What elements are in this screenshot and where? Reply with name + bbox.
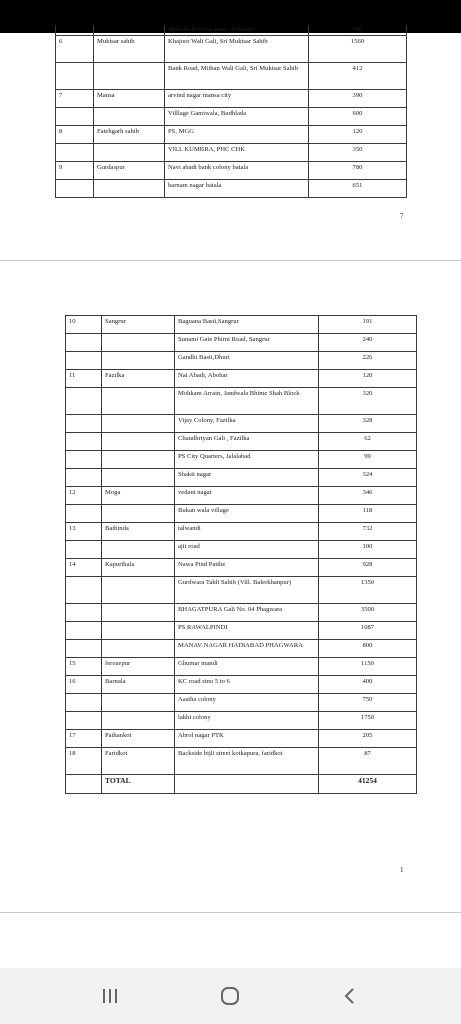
count-cell: 99 (319, 451, 417, 469)
district-cell: Fatehgarh sahib (94, 126, 165, 144)
count-cell: 62 (319, 433, 417, 451)
total-value-cell: 41254 (319, 775, 417, 794)
row-number-cell (66, 622, 102, 640)
count-cell: 600 (309, 108, 407, 126)
area-cell: Chaudhriyan Gali , Fazilka (175, 433, 319, 451)
row-number-cell (66, 577, 102, 604)
count-cell: 3500 (319, 604, 417, 622)
count-cell: 324 (319, 469, 417, 487)
area-cell: Nawa Pind Patthe (175, 559, 319, 577)
count-cell: 120 (319, 370, 417, 388)
row-number-cell (66, 541, 102, 559)
row-number-cell: 12 (66, 487, 102, 505)
district-cell: ferozepur (102, 658, 175, 676)
count-cell: 1087 (319, 622, 417, 640)
district-cell (102, 352, 175, 370)
count-cell: 928 (319, 559, 417, 577)
count-cell: 350 (309, 144, 407, 162)
district-cell (94, 63, 165, 90)
back-icon (340, 986, 360, 1006)
row-number-cell: 18 (66, 748, 102, 775)
district-cell (102, 577, 175, 604)
home-button[interactable] (210, 982, 250, 1010)
district-cell (94, 25, 165, 36)
row-number-cell (66, 640, 102, 658)
district-cell: Mansa (94, 90, 165, 108)
table-row (66, 676, 417, 694)
table-row (66, 505, 417, 523)
row-number-cell (66, 604, 102, 622)
district-cell: Fazilka (102, 370, 175, 388)
table-row (66, 487, 417, 505)
table-row (66, 541, 417, 559)
count-cell: 191 (319, 316, 417, 334)
table-row (66, 604, 417, 622)
table-row (66, 640, 417, 658)
table-row (66, 748, 417, 775)
table-row (56, 144, 407, 162)
district-cell: Muktsar sahib (94, 36, 165, 63)
table-row (66, 334, 417, 352)
row-number-cell: 17 (66, 730, 102, 748)
district-cell: Gurdaspur (94, 162, 165, 180)
area-cell: Villlage Gamiwala, Budhlada (165, 108, 309, 126)
row-number-cell (66, 388, 102, 415)
row-number-cell (66, 415, 102, 433)
area-cell: ajit road (175, 541, 319, 559)
area-cell: Navi abadi bank colony batala (165, 162, 309, 180)
count-cell: 328 (319, 415, 417, 433)
district-cell: Moga (102, 487, 175, 505)
row-number-cell: 6 (56, 36, 94, 63)
empty-cell (66, 775, 102, 794)
district-cell: Pathankot (102, 730, 175, 748)
district-cell (102, 505, 175, 523)
empty-cell (175, 775, 319, 794)
total-row (66, 775, 417, 794)
area-cell: BHAGATPURA Gali No. 04 Phagwara (175, 604, 319, 622)
row-number-cell (66, 334, 102, 352)
table-row (66, 730, 417, 748)
area-cell: Ghumar mandi (175, 658, 319, 676)
table-row (66, 433, 417, 451)
count-cell: 205 (319, 730, 417, 748)
count-cell: 651 (309, 180, 407, 198)
district-cell (102, 622, 175, 640)
table-row (66, 451, 417, 469)
district-cell (102, 388, 175, 415)
area-cell: Sunami Gate Phirni Road, Sangrur (175, 334, 319, 352)
row-number-cell: 15 (66, 658, 102, 676)
table-row (66, 469, 417, 487)
count-cell: 240 (319, 334, 417, 352)
row-number-cell: 9 (56, 162, 94, 180)
count-cell: 700 (309, 25, 407, 36)
area-cell: Bukan wala village (175, 505, 319, 523)
table-row (56, 36, 407, 63)
area-cell: Aastha colony (175, 694, 319, 712)
area-cell: Khajoor Wali Gali, Sri Muktsar Sahib (165, 36, 309, 63)
district-cell (102, 334, 175, 352)
district-cell (102, 694, 175, 712)
area-cell: Gurdwara Tahli Sahib (Vill. Balerkhanpur) (175, 577, 319, 604)
count-cell: 346 (319, 487, 417, 505)
count-cell: 1350 (319, 577, 417, 604)
count-cell: 87 (319, 748, 417, 775)
table-row (56, 180, 407, 198)
recents-icon (100, 986, 120, 1006)
row-number-cell: 11 (66, 370, 102, 388)
district-cell (102, 451, 175, 469)
no-cell (56, 25, 94, 36)
table-page-7 (55, 25, 407, 198)
count-cell: 1150 (319, 658, 417, 676)
table-row (56, 126, 407, 144)
area-cell: Gandhi Basti,Dhuri (175, 352, 319, 370)
area-cell: Mohalla Ravidas pura , Nakodar (165, 25, 309, 36)
district-cell: Sangrur (102, 316, 175, 334)
district-cell (94, 144, 165, 162)
district-cell (102, 640, 175, 658)
area-cell: Abrol nagar PTK (175, 730, 319, 748)
area-cell: PS RAWALPINDI (175, 622, 319, 640)
page-number: 7 (400, 212, 404, 220)
table-row (56, 108, 407, 126)
district-cell (102, 604, 175, 622)
area-cell: PS City Quarters, Jalalabad (175, 451, 319, 469)
count-cell: 120 (309, 126, 407, 144)
row-number-cell (66, 694, 102, 712)
row-number-cell (66, 433, 102, 451)
table-row (66, 559, 417, 577)
count-cell: 412 (309, 63, 407, 90)
row-number-cell (56, 180, 94, 198)
count-cell: 780 (309, 162, 407, 180)
table-row (66, 712, 417, 730)
area-cell: Baguana Basti,Sangrur (175, 316, 319, 334)
district-cell (102, 541, 175, 559)
row-number-cell: 14 (66, 559, 102, 577)
area-cell: vedant nagar (175, 487, 319, 505)
row-number-cell: 8 (56, 126, 94, 144)
count-cell: 118 (319, 505, 417, 523)
count-cell: 800 (319, 640, 417, 658)
district-cell: Kapurthala (102, 559, 175, 577)
table-row (66, 694, 417, 712)
district-cell: Bathinda (102, 523, 175, 541)
row-number-cell (66, 712, 102, 730)
table-row (56, 63, 407, 90)
count-cell: 1560 (309, 36, 407, 63)
table-row (66, 415, 417, 433)
table-row (56, 162, 407, 180)
area-cell: harnam nagar batala (165, 180, 309, 198)
row-number-cell: 13 (66, 523, 102, 541)
row-number-cell (66, 505, 102, 523)
table-page-1 (65, 315, 417, 794)
table-row (66, 370, 417, 388)
table-row (66, 352, 417, 370)
district-cell: Barnala (102, 676, 175, 694)
table-row (56, 90, 407, 108)
home-icon (219, 985, 241, 1007)
navigation-bar (0, 968, 461, 1024)
row-number-cell (56, 108, 94, 126)
count-cell: 320 (319, 388, 417, 415)
district-cell (94, 180, 165, 198)
area-cell: arvind nagar mansa city (165, 90, 309, 108)
count-cell: 390 (309, 90, 407, 108)
district-cell (102, 712, 175, 730)
district-cell (94, 108, 165, 126)
count-cell: 226 (319, 352, 417, 370)
row-number-cell (66, 352, 102, 370)
page-divider (0, 260, 461, 261)
page-number: 1 (400, 866, 404, 874)
row-number-cell (56, 63, 94, 90)
area-cell: VILL KUMBRA, PHC CHK (165, 144, 309, 162)
row-number-cell: 10 (66, 316, 102, 334)
table-row (66, 316, 417, 334)
district-cell: Faridkot (102, 748, 175, 775)
area-cell: Vijay Colony, Fazilka (175, 415, 319, 433)
row-number-cell: 16 (66, 676, 102, 694)
count-cell: 100 (319, 541, 417, 559)
row-number-cell (66, 469, 102, 487)
count-cell: 732 (319, 523, 417, 541)
area-cell: talwandi (175, 523, 319, 541)
count-cell: 400 (319, 676, 417, 694)
total-label-cell: TOTAL (102, 775, 175, 794)
back-button[interactable] (330, 982, 370, 1010)
district-cell (102, 433, 175, 451)
area-cell: Nai Abadi, Abohar (175, 370, 319, 388)
row-number-cell (56, 144, 94, 162)
district-cell (102, 415, 175, 433)
table-row (66, 523, 417, 541)
row-number-cell (66, 451, 102, 469)
area-cell: Mohkam Arrain, Jandwala Bhime Shah Block (175, 388, 319, 415)
district-cell (102, 469, 175, 487)
table-row (56, 25, 407, 36)
area-cell: Backside bijli street kotkapura, faridkot (175, 748, 319, 775)
area-cell: KC road stno 5 to 6 (175, 676, 319, 694)
row-number-cell: 7 (56, 90, 94, 108)
area-cell: Shakti nagar (175, 469, 319, 487)
count-cell: 1750 (319, 712, 417, 730)
area-cell: lakhi colony (175, 712, 319, 730)
table-row (66, 388, 417, 415)
area-cell: PS, MGG (165, 126, 309, 144)
table-row (66, 622, 417, 640)
count-cell: 750 (319, 694, 417, 712)
area-cell: MANAV NAGAR HADIABAD PHAGWARA (175, 640, 319, 658)
page-divider (0, 912, 461, 913)
recents-button[interactable] (90, 982, 130, 1010)
table-row (66, 658, 417, 676)
table-row (66, 577, 417, 604)
area-cell: Bank Road, Mithan Wali Gali, Sri Muktsar Sahib (165, 63, 309, 90)
